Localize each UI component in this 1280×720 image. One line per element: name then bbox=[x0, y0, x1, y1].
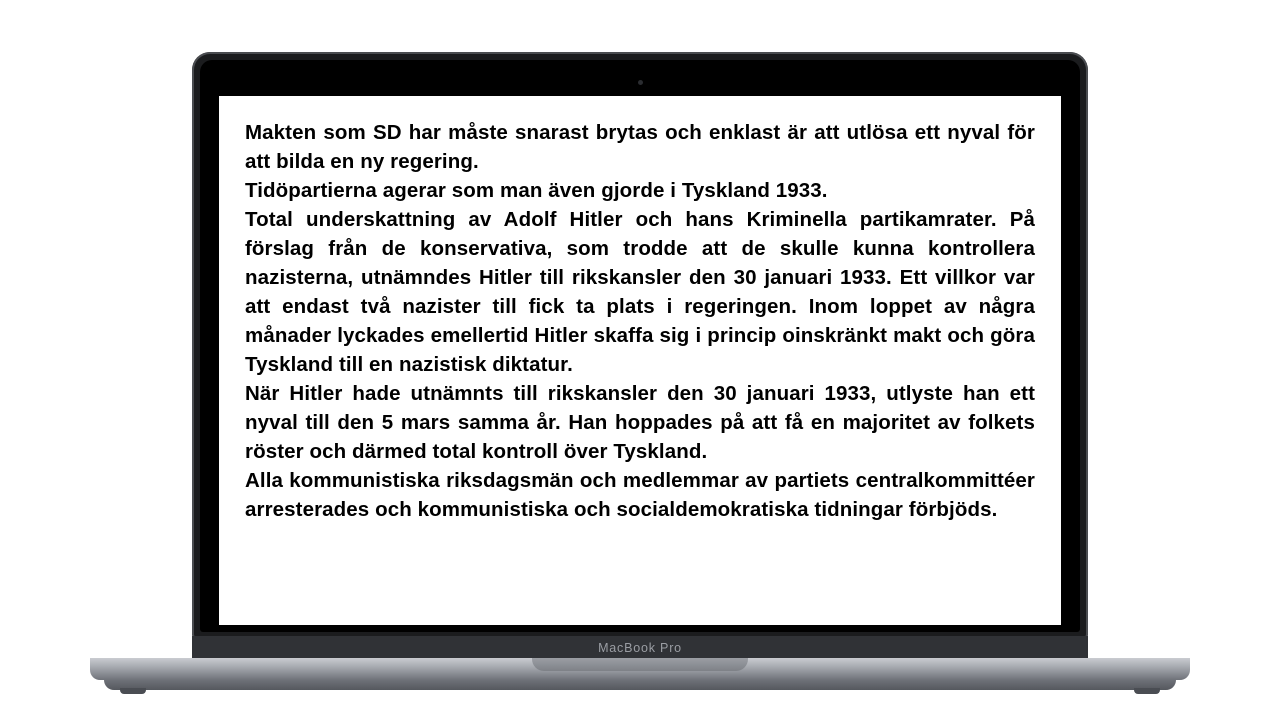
document-paragraph: Total underskattning av Adolf Hitler och hans Kriminella partikamrater. På förslag från de konservativa, som trodde att de skulle kunna kontrollera nazisterna, utnämndes Hitler till rikskansler den 30 januari 1933. Ett villkor var att endast två nazister till fick ta plats i regeringen. Inom loppet av några månader lyckades emellertid Hitler skaffa sig i princip oinskränkt makt och göra Tyskland till en nazistisk diktatur. bbox=[245, 208, 1035, 376]
laptop-base-notch bbox=[532, 658, 748, 671]
document-paragraph: Makten som SD har måste snarast brytas och enklast är att utlösa ett nyval för att bilda en ny regering. bbox=[245, 121, 1035, 173]
laptop-base-bottom bbox=[104, 680, 1176, 690]
device-brand-label: MacBook Pro bbox=[598, 641, 682, 655]
camera-dot-icon bbox=[638, 80, 643, 85]
document-paragraph: När Hitler hade utnämnts till rikskansler den 30 januari 1933, utlyste han ett nyval till den 5 mars samma år. Han hoppades på att få en majoritet av folkets röster och därmed total kontroll över Tyskland. bbox=[245, 382, 1035, 463]
document-body bbox=[219, 96, 1061, 625]
document-paragraph: Tidöpartierna agerar som man även gjorde i Tyskland 1933. bbox=[245, 179, 828, 202]
screen-content bbox=[219, 96, 1061, 625]
document-paragraph: Alla kommunistiska riksdagsmän och medlemmar av partiets centralkommittéer arresterades och kommunistiska och socialdemokratiska tidningar förbjöds. bbox=[245, 469, 1035, 521]
laptop-foot-left bbox=[120, 688, 146, 694]
laptop-foot-right bbox=[1134, 688, 1160, 694]
